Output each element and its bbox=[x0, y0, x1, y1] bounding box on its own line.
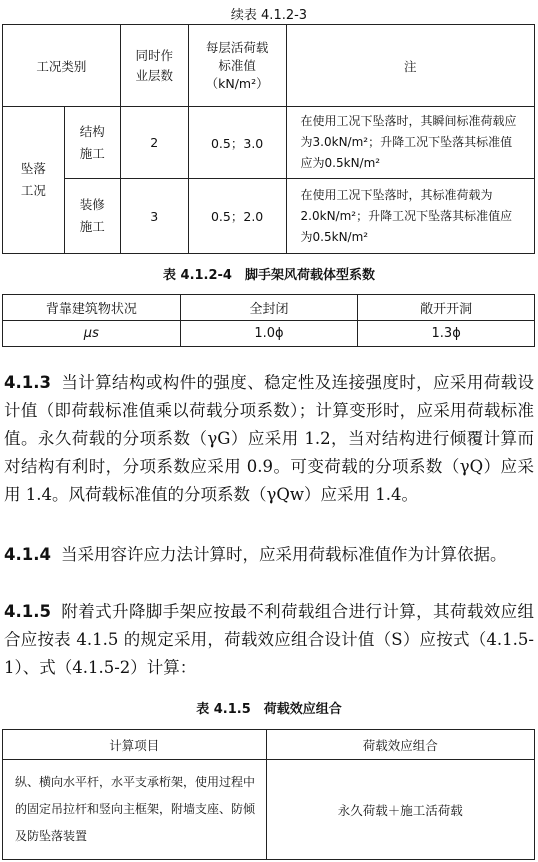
row2-layers: 3 bbox=[120, 179, 188, 254]
row1-type: 结构施工 bbox=[64, 107, 120, 179]
row2-load: 0.5；2.0 bbox=[188, 179, 286, 254]
table-caption: 续表 4.1.2-3 bbox=[230, 8, 308, 23]
header-building-status: 背靠建筑物状况 bbox=[3, 295, 181, 321]
table-caption: 表 4.1.5 荷载效应组合 bbox=[196, 702, 342, 717]
paragraph-4-1-3 bbox=[4, 369, 534, 509]
header-fully-enclosed: 全封闭 bbox=[180, 295, 358, 321]
paragraph-text: 当采用容许应力法计算时，应采用荷载标准值作为计算依据。 bbox=[60, 545, 507, 564]
header-calc-item: 计算项目 bbox=[3, 730, 267, 760]
header-load: 每层活荷载 标准值 （kN/m²） bbox=[188, 25, 286, 107]
cell-symbol: μs bbox=[3, 321, 181, 347]
cell-open-value: 1.3ϕ bbox=[358, 321, 535, 347]
paragraph-text: 当计算结构或构件的强度、稳定性及连接强度时，应采用荷载设计值（即荷载标准值乘以荷载分项系数）；计算变形时，应采用荷载标准值。永久荷载的分项系数（γG）应采用 1.2，当对结构进行倾覆计算而对结构有利时，分项系数应采用 0.9。可变荷载的分项系数（γQ）应采用 1.4。风荷载标准值的分项系数（γQw）应采用 1.4。 bbox=[4, 373, 534, 504]
live-load-table bbox=[2, 24, 535, 254]
header-layers: 同时作业层数 bbox=[120, 25, 188, 107]
row1-note: 在使用工况下坠落时，其瞬间标准荷载应为3.0kN/m²；升降工况下坠落其标准值应为0.5kN/m² bbox=[286, 107, 534, 179]
section-number: 4.1.4 bbox=[4, 545, 51, 564]
paragraph-4-1-5 bbox=[4, 598, 534, 682]
header-open: 敞开开洞 bbox=[358, 295, 535, 321]
row2-type: 装修施工 bbox=[64, 179, 120, 254]
row1-load: 0.5；3.0 bbox=[188, 107, 286, 179]
header-note: 注 bbox=[286, 25, 534, 107]
cell-calc-item: 纵、横向水平杆，水平支承桁架，使用过程中的固定吊拉杆和竖向主框架，附墙支座、防倾及防坠落装置 bbox=[3, 760, 267, 860]
paragraph-4-1-4 bbox=[4, 541, 534, 569]
section-number: 4.1.5 bbox=[4, 602, 51, 621]
header-category: 工况类别 bbox=[3, 25, 121, 107]
section-number: 4.1.3 bbox=[4, 373, 51, 392]
load-combination-table bbox=[2, 729, 535, 860]
header-load-combination: 荷载效应组合 bbox=[266, 730, 534, 760]
paragraph-text: 附着式升降脚手架应按最不利荷载组合进行计算，其荷载效应组合应按表 4.1.5 的规定采用，荷载效应组合设计值（S）应按式（4.1.5-1）、式（4.1.5-2）计算： bbox=[4, 602, 534, 677]
wind-coefficient-table bbox=[2, 294, 535, 347]
cell-load-combination: 永久荷载＋施工活荷载 bbox=[266, 760, 534, 860]
table-caption: 表 4.1.2-4 脚手架风荷载体型系数 bbox=[163, 268, 375, 283]
cell-enclosed-value: 1.0ϕ bbox=[180, 321, 358, 347]
row1-layers: 2 bbox=[120, 107, 188, 179]
group-cell: 坠落工况 bbox=[3, 107, 65, 254]
row2-note: 在使用工况下坠落时，其标准荷载为2.0kN/m²；升降工况下坠落其标准值应为0.5kN/m² bbox=[286, 179, 534, 254]
